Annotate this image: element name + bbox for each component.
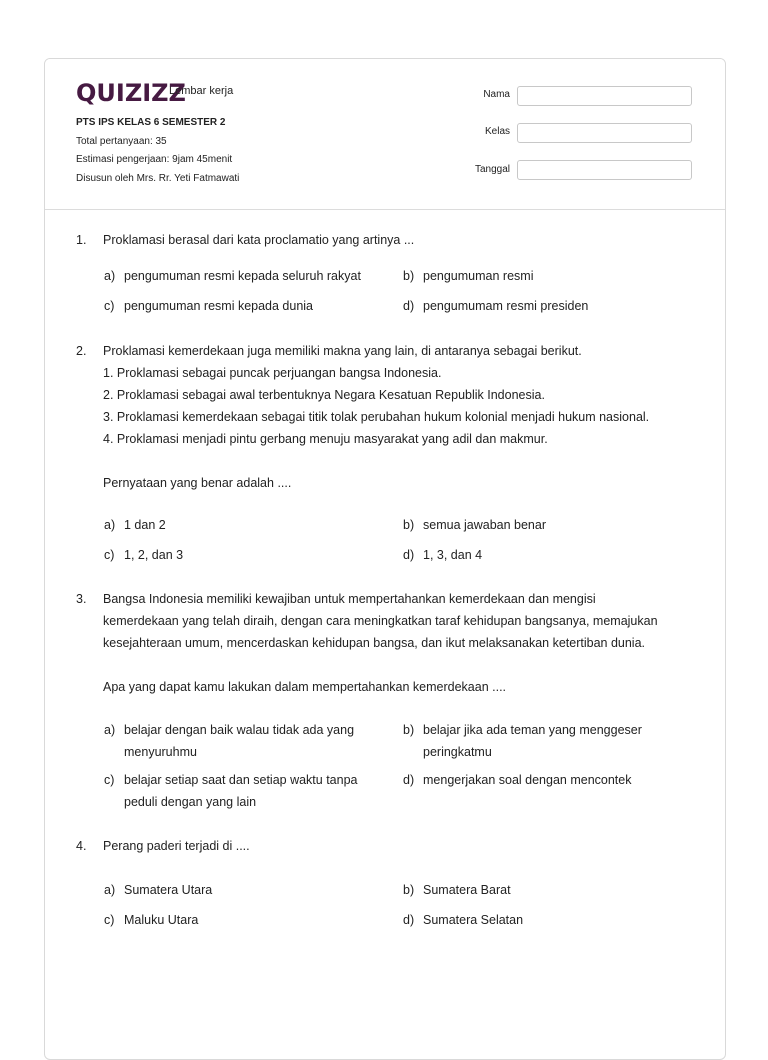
question-line: 1. Proklamasi sebagai puncak perjuangan bangsa Indonesia. <box>103 366 442 380</box>
option-text <box>423 909 523 931</box>
date-label: Tanggal <box>474 164 510 175</box>
name-label: Nama <box>483 89 510 100</box>
option-letter: b) <box>403 269 415 283</box>
option-text <box>124 719 354 763</box>
question-line: Perang paderi terjadi di .... <box>103 839 250 853</box>
class-field[interactable] <box>517 123 692 143</box>
option-line: semua jawaban benar <box>423 518 546 532</box>
worksheet <box>44 58 726 1060</box>
question-number: 3. <box>76 592 87 606</box>
worksheet-subtitle: Lembar kerja <box>169 85 234 97</box>
question-number: 1. <box>76 233 87 247</box>
option-letter: c) <box>104 548 115 562</box>
question-line: Apa yang dapat kamu lakukan dalam mempertahankan kemerdekaan .... <box>103 680 507 694</box>
question-line: Proklamasi kemerdekaan juga memiliki makna yang lain, di antaranya sebagai berikut. <box>103 344 582 358</box>
date-field[interactable] <box>517 160 692 180</box>
estimated-time: Estimasi pengerjaan: 9jam 45menit <box>76 154 233 165</box>
option-text <box>423 295 588 317</box>
question-text <box>103 340 703 494</box>
option-line: peduli dengan yang lain <box>124 795 257 809</box>
option-text <box>124 769 358 813</box>
option-text <box>423 769 631 791</box>
option-text <box>124 544 183 566</box>
class-label: Kelas <box>484 126 510 137</box>
question-line: Proklamasi berasal dari kata proclamatio yang artinya ... <box>103 233 415 247</box>
option-line: menyuruhmu <box>124 745 197 759</box>
option-line: Maluku Utara <box>124 913 199 927</box>
option-letter: a) <box>104 518 116 532</box>
total-questions: Total pertanyaan: 35 <box>76 136 167 147</box>
option-text <box>124 265 361 287</box>
option-letter: a) <box>104 269 116 283</box>
option-line: Sumatera Selatan <box>423 913 524 927</box>
question-line: Pernyataan yang benar adalah .... <box>103 476 292 490</box>
option-letter: b) <box>403 518 415 532</box>
option-letter: c) <box>104 773 115 787</box>
author: Disusun oleh Mrs. Rr. Yeti Fatmawati <box>76 173 240 184</box>
option-line: 1 dan 2 <box>124 518 166 532</box>
question-number: 4. <box>76 839 87 853</box>
option-line: belajar setiap saat dan setiap waktu tanpa <box>124 773 358 787</box>
option-letter: d) <box>403 773 415 787</box>
option-line: pengumuman resmi kepada seluruh rakyat <box>124 269 361 283</box>
worksheet-header <box>45 59 725 210</box>
question-line: kemerdekaan yang telah diraih, dengan cara meningkatkan taraf kehidupan bangsanya, memajukan <box>103 614 658 628</box>
quizizz-logo: QUIZIZZ <box>76 79 186 107</box>
question-number: 2. <box>76 344 87 358</box>
name-field[interactable] <box>517 86 692 106</box>
option-line: Sumatera Utara <box>124 883 213 897</box>
option-text <box>124 909 198 931</box>
option-line: 1, 3, dan 4 <box>423 548 483 562</box>
option-letter: a) <box>104 723 116 737</box>
question-line: 2. Proklamasi sebagai awal terbentuknya Negara Kesatuan Republik Indonesia. <box>103 388 545 402</box>
question-text <box>103 835 703 857</box>
option-line: pengumumam resmi presiden <box>423 299 589 313</box>
option-text <box>124 514 166 536</box>
question-text <box>103 229 703 251</box>
question-line <box>103 450 703 472</box>
option-letter: d) <box>403 548 415 562</box>
option-line: 1, 2, dan 3 <box>124 548 184 562</box>
question-text <box>103 588 703 698</box>
option-text <box>423 265 533 287</box>
question-line <box>103 654 703 676</box>
option-line: peringkatmu <box>423 745 492 759</box>
option-letter: c) <box>104 913 115 927</box>
option-line: belajar jika ada teman yang menggeser <box>423 723 642 737</box>
worksheet-title: PTS IPS KELAS 6 SEMESTER 2 <box>76 117 226 128</box>
question-line: 4. Proklamasi menjadi pintu gerbang menuju masyarakat yang adil dan makmur. <box>103 432 548 446</box>
option-line: pengumuman resmi kepada dunia <box>124 299 314 313</box>
option-text <box>124 879 212 901</box>
option-line: belajar dengan baik walau tidak ada yang <box>124 723 355 737</box>
option-letter: b) <box>403 723 415 737</box>
option-text <box>423 514 546 536</box>
question-line: Bangsa Indonesia memiliki kewajiban untuk mempertahankan kemerdekaan dan mengisi <box>103 592 596 606</box>
option-letter: b) <box>403 883 415 897</box>
option-letter: d) <box>403 299 415 313</box>
option-text <box>423 544 482 566</box>
question-line: kesejahteraan umum, mencerdaskan kehidupan bangsa, dan ikut melaksanakan ketertiban dunia. <box>103 636 646 650</box>
option-line: pengumuman resmi <box>423 269 534 283</box>
option-text <box>124 295 313 317</box>
option-letter: d) <box>403 913 415 927</box>
option-letter: a) <box>104 883 116 897</box>
option-letter: c) <box>104 299 115 313</box>
option-text <box>423 719 642 763</box>
option-text <box>423 879 511 901</box>
question-line: 3. Proklamasi kemerdekaan sebagai titik tolak perubahan hukum kolonial menjadi hukum nasional. <box>103 410 650 424</box>
option-line: Sumatera Barat <box>423 883 511 897</box>
option-line: mengerjakan soal dengan mencontek <box>423 773 632 787</box>
